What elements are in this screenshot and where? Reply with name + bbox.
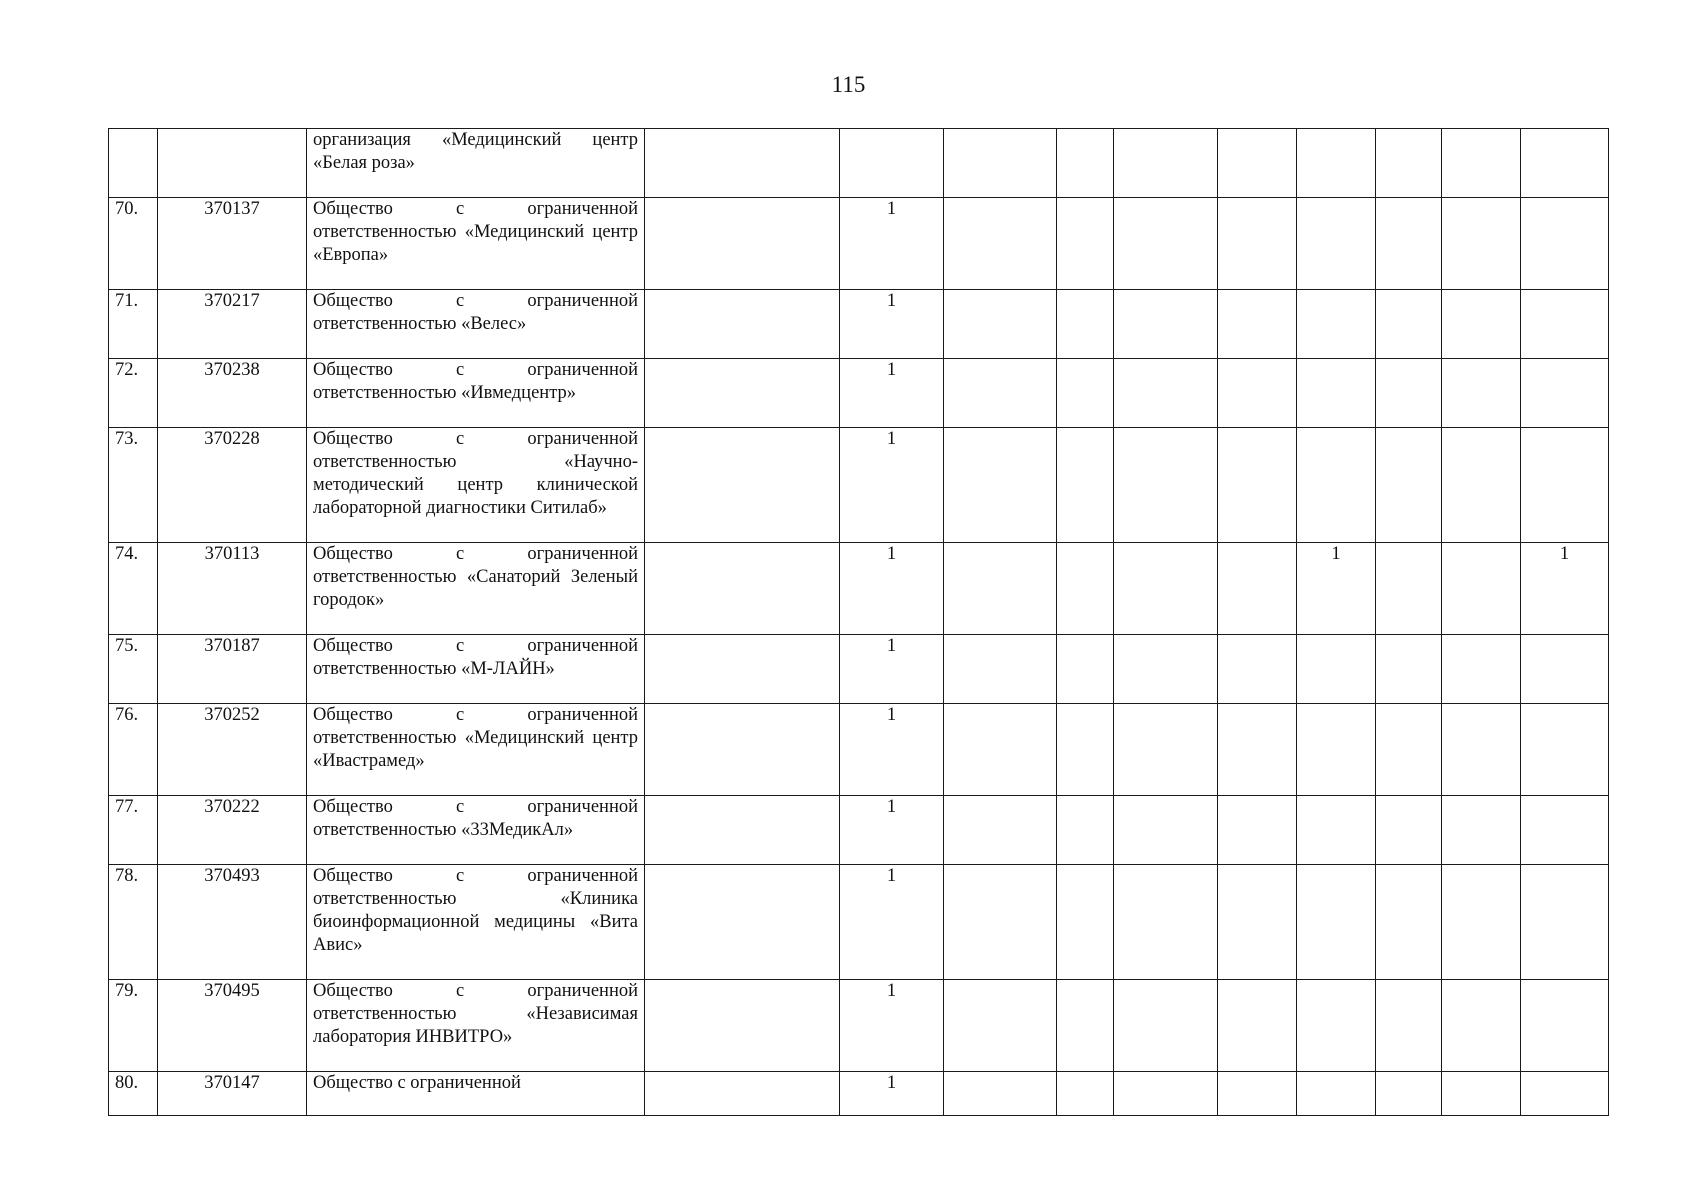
value-cell-9 — [1442, 290, 1521, 359]
table-row — [109, 129, 1609, 198]
value-cell-1 — [645, 428, 840, 543]
value-cell-4 — [1057, 129, 1114, 198]
value-cell-10 — [1521, 129, 1609, 198]
value-cell-7 — [1297, 796, 1376, 865]
value-cell-8 — [1376, 359, 1442, 428]
organization-name-cell: Общество с ограниченной ответственностью «33МедикАл» — [307, 796, 645, 865]
value-cell-4 — [1057, 290, 1114, 359]
value-cell-2: 1 — [840, 865, 944, 980]
value-cell-5 — [1114, 359, 1218, 428]
value-cell-2 — [840, 129, 944, 198]
value-cell-9 — [1442, 635, 1521, 704]
value-cell-5 — [1114, 129, 1218, 198]
organization-code-cell: 370222 — [158, 796, 307, 865]
row-number-cell: 71. — [109, 290, 158, 359]
value-cell-5 — [1114, 290, 1218, 359]
value-cell-6 — [1218, 198, 1297, 290]
value-cell-5 — [1114, 1072, 1218, 1116]
value-cell-4 — [1057, 1072, 1114, 1116]
value-cell-3 — [944, 198, 1057, 290]
row-number-cell: 70. — [109, 198, 158, 290]
value-cell-8 — [1376, 865, 1442, 980]
value-cell-1 — [645, 543, 840, 635]
organization-name-cell: Общество с ограниченной ответственностью «Клиника биоинформационной медицины «Вита Авис» — [307, 865, 645, 980]
value-cell-5 — [1114, 980, 1218, 1072]
organization-name-cell: Общество с ограниченной ответственностью «Независимая лаборатория ИНВИТРО» — [307, 980, 645, 1072]
organization-name-cell: Общество с ограниченной ответственностью «Велес» — [307, 290, 645, 359]
value-cell-5 — [1114, 635, 1218, 704]
value-cell-6 — [1218, 1072, 1297, 1116]
row-number-cell: 72. — [109, 359, 158, 428]
value-cell-9 — [1442, 359, 1521, 428]
value-cell-8 — [1376, 704, 1442, 796]
value-cell-5 — [1114, 198, 1218, 290]
value-cell-3 — [944, 129, 1057, 198]
row-number-cell: 73. — [109, 428, 158, 543]
value-cell-2: 1 — [840, 980, 944, 1072]
value-cell-3 — [944, 1072, 1057, 1116]
value-cell-7 — [1297, 359, 1376, 428]
value-cell-9 — [1442, 796, 1521, 865]
value-cell-3 — [944, 635, 1057, 704]
value-cell-1 — [645, 796, 840, 865]
organization-name-cell: Общество с ограниченной ответственностью «Медицинский центр «Европа» — [307, 198, 645, 290]
value-cell-3 — [944, 428, 1057, 543]
organization-name-cell: организация «Медицинский центр «Белая роза» — [307, 129, 645, 198]
value-cell-7 — [1297, 129, 1376, 198]
value-cell-1 — [645, 635, 840, 704]
value-cell-10 — [1521, 635, 1609, 704]
value-cell-6 — [1218, 635, 1297, 704]
value-cell-8 — [1376, 635, 1442, 704]
value-cell-7: 1 — [1297, 543, 1376, 635]
value-cell-5 — [1114, 428, 1218, 543]
value-cell-2: 1 — [840, 428, 944, 543]
value-cell-4 — [1057, 865, 1114, 980]
value-cell-4 — [1057, 198, 1114, 290]
value-cell-3 — [944, 980, 1057, 1072]
row-number-cell: 75. — [109, 635, 158, 704]
value-cell-3 — [944, 796, 1057, 865]
value-cell-10 — [1521, 865, 1609, 980]
value-cell-2: 1 — [840, 1072, 944, 1116]
value-cell-9 — [1442, 704, 1521, 796]
organization-code-cell: 370147 — [158, 1072, 307, 1116]
value-cell-8 — [1376, 796, 1442, 865]
organization-name-cell: Общество с ограниченной ответственностью «Научно-методический центр клинической лабораторной диагностики Ситилаб» — [307, 428, 645, 543]
value-cell-9 — [1442, 865, 1521, 980]
organization-code-cell: 370217 — [158, 290, 307, 359]
organization-name-cell: Общество с ограниченной ответственностью «Ивмедцентр» — [307, 359, 645, 428]
value-cell-7 — [1297, 198, 1376, 290]
value-cell-8 — [1376, 198, 1442, 290]
value-cell-9 — [1442, 129, 1521, 198]
organization-code-cell: 370238 — [158, 359, 307, 428]
value-cell-7 — [1297, 428, 1376, 543]
table-row — [109, 290, 1609, 359]
value-cell-1 — [645, 704, 840, 796]
organization-code-cell: 370495 — [158, 980, 307, 1072]
table-row — [109, 865, 1609, 980]
value-cell-8 — [1376, 980, 1442, 1072]
table-row — [109, 980, 1609, 1072]
value-cell-6 — [1218, 704, 1297, 796]
value-cell-8 — [1376, 543, 1442, 635]
organization-code-cell: 370252 — [158, 704, 307, 796]
value-cell-5 — [1114, 543, 1218, 635]
value-cell-10: 1 — [1521, 543, 1609, 635]
value-cell-4 — [1057, 980, 1114, 1072]
table-row — [109, 704, 1609, 796]
value-cell-8 — [1376, 129, 1442, 198]
table-row — [109, 635, 1609, 704]
table-row — [109, 198, 1609, 290]
value-cell-7 — [1297, 980, 1376, 1072]
value-cell-4 — [1057, 428, 1114, 543]
table-row — [109, 1072, 1609, 1116]
value-cell-2: 1 — [840, 635, 944, 704]
value-cell-5 — [1114, 865, 1218, 980]
organization-name-cell: Общество с ограниченной ответственностью «Медицинский центр «Ивастрамед» — [307, 704, 645, 796]
value-cell-7 — [1297, 290, 1376, 359]
organization-code-cell: 370493 — [158, 865, 307, 980]
value-cell-2: 1 — [840, 796, 944, 865]
value-cell-4 — [1057, 796, 1114, 865]
value-cell-2: 1 — [840, 543, 944, 635]
value-cell-10 — [1521, 796, 1609, 865]
table-row — [109, 543, 1609, 635]
row-number-cell: 78. — [109, 865, 158, 980]
value-cell-3 — [944, 359, 1057, 428]
organization-code-cell: 370187 — [158, 635, 307, 704]
value-cell-9 — [1442, 428, 1521, 543]
value-cell-10 — [1521, 290, 1609, 359]
value-cell-1 — [645, 865, 840, 980]
organization-name-cell: Общество с ограниченной ответственностью «Санаторий Зеленый городок» — [307, 543, 645, 635]
value-cell-10 — [1521, 980, 1609, 1072]
value-cell-6 — [1218, 543, 1297, 635]
value-cell-3 — [944, 543, 1057, 635]
row-number-cell — [109, 129, 158, 198]
value-cell-7 — [1297, 704, 1376, 796]
organization-name-cell: Общество с ограниченной ответственностью «М-ЛАЙН» — [307, 635, 645, 704]
value-cell-1 — [645, 359, 840, 428]
value-cell-1 — [645, 129, 840, 198]
row-number-cell: 80. — [109, 1072, 158, 1116]
value-cell-10 — [1521, 704, 1609, 796]
value-cell-2: 1 — [840, 198, 944, 290]
value-cell-4 — [1057, 704, 1114, 796]
registry-table — [108, 128, 1609, 1116]
value-cell-4 — [1057, 543, 1114, 635]
organization-code-cell: 370113 — [158, 543, 307, 635]
value-cell-7 — [1297, 635, 1376, 704]
value-cell-7 — [1297, 865, 1376, 980]
value-cell-1 — [645, 198, 840, 290]
value-cell-8 — [1376, 428, 1442, 543]
value-cell-5 — [1114, 704, 1218, 796]
table-body — [109, 129, 1609, 1116]
value-cell-4 — [1057, 635, 1114, 704]
row-number-cell: 76. — [109, 704, 158, 796]
page-number: 115 — [831, 72, 866, 97]
value-cell-6 — [1218, 796, 1297, 865]
table-row — [109, 796, 1609, 865]
value-cell-6 — [1218, 359, 1297, 428]
value-cell-6 — [1218, 290, 1297, 359]
value-cell-9 — [1442, 543, 1521, 635]
row-number-cell: 77. — [109, 796, 158, 865]
value-cell-8 — [1376, 290, 1442, 359]
value-cell-10 — [1521, 359, 1609, 428]
value-cell-4 — [1057, 359, 1114, 428]
value-cell-7 — [1297, 1072, 1376, 1116]
value-cell-2: 1 — [840, 359, 944, 428]
value-cell-1 — [645, 1072, 840, 1116]
value-cell-10 — [1521, 198, 1609, 290]
value-cell-2: 1 — [840, 290, 944, 359]
value-cell-6 — [1218, 129, 1297, 198]
organization-name-cell: Общество с ограниченной — [307, 1072, 645, 1116]
value-cell-6 — [1218, 865, 1297, 980]
value-cell-3 — [944, 704, 1057, 796]
row-number-cell: 74. — [109, 543, 158, 635]
value-cell-8 — [1376, 1072, 1442, 1116]
value-cell-2: 1 — [840, 704, 944, 796]
value-cell-9 — [1442, 198, 1521, 290]
value-cell-9 — [1442, 980, 1521, 1072]
value-cell-6 — [1218, 980, 1297, 1072]
value-cell-3 — [944, 290, 1057, 359]
organization-code-cell: 370228 — [158, 428, 307, 543]
value-cell-3 — [944, 865, 1057, 980]
value-cell-5 — [1114, 796, 1218, 865]
value-cell-6 — [1218, 428, 1297, 543]
table-row — [109, 359, 1609, 428]
value-cell-1 — [645, 980, 840, 1072]
organization-code-cell: 370137 — [158, 198, 307, 290]
table-row — [109, 428, 1609, 543]
organization-code-cell — [158, 129, 307, 198]
value-cell-1 — [645, 290, 840, 359]
value-cell-10 — [1521, 428, 1609, 543]
row-number-cell: 79. — [109, 980, 158, 1072]
value-cell-10 — [1521, 1072, 1609, 1116]
value-cell-9 — [1442, 1072, 1521, 1116]
